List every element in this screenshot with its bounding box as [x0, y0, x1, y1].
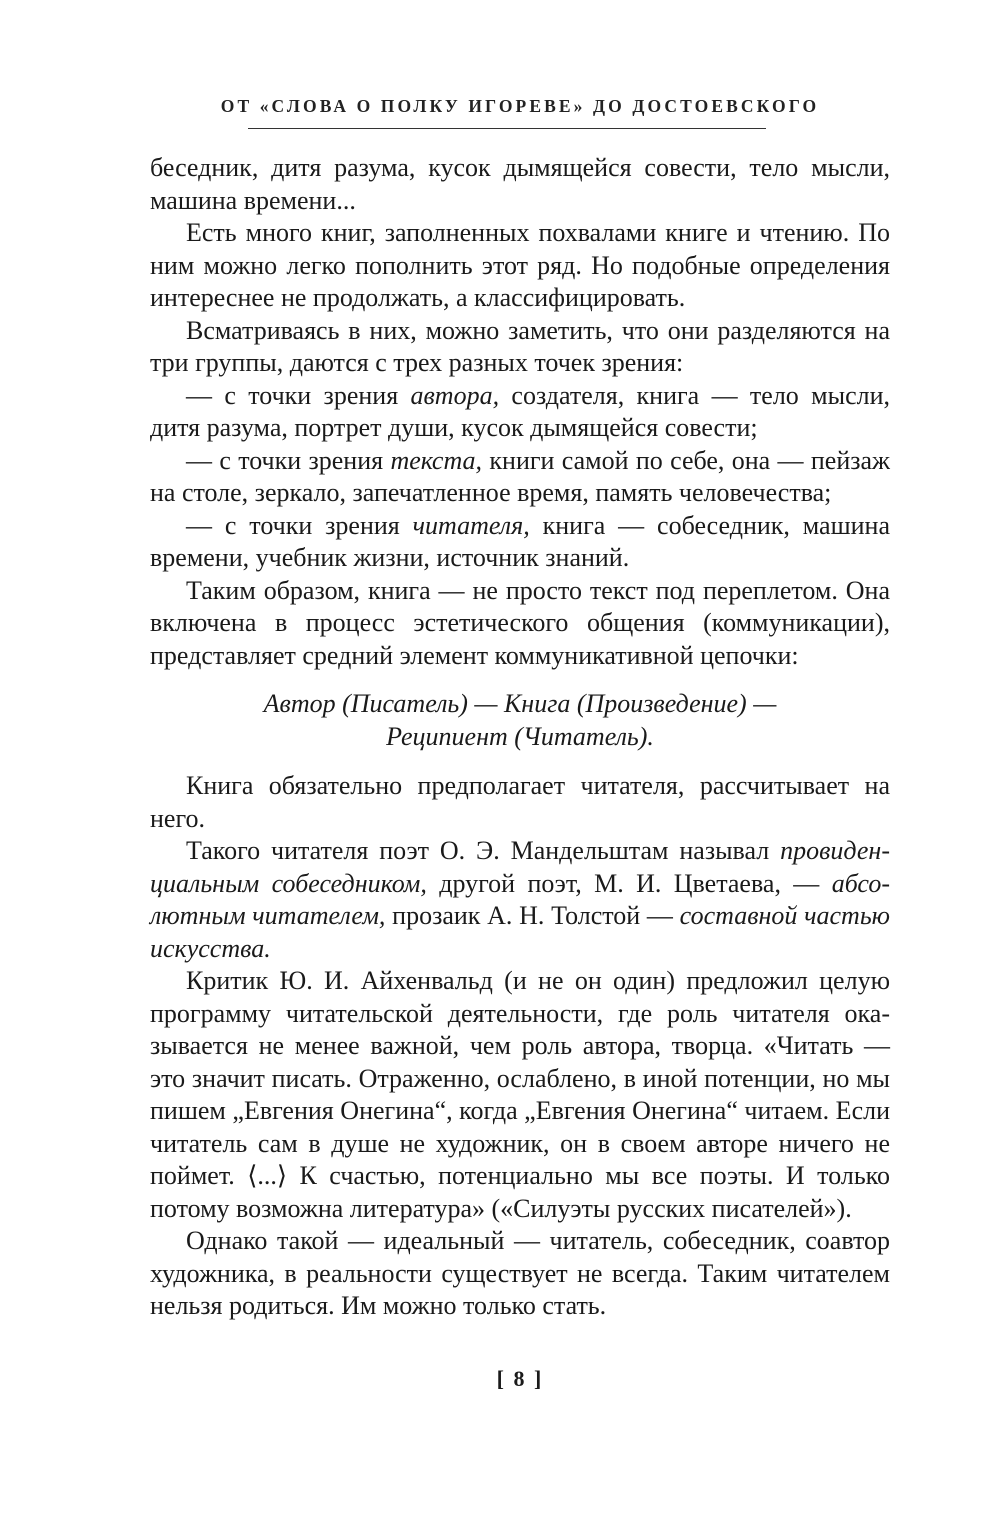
book-page	[150, 0, 890, 1518]
scheme-line-2: Реципиент (Читатель).	[386, 721, 654, 751]
paragraph-5-emphasis: текста,	[390, 445, 483, 475]
scheme-line-1: Автор (Писатель) — Книга (Произведение) —	[263, 689, 777, 718]
paragraph-9-text-a: Такого читателя поэт О. Э. Мандельштам называл	[186, 836, 781, 865]
paragraph-9	[150, 835, 890, 965]
paragraph-5-text-a: — с точки зрения	[186, 445, 391, 475]
header-rule	[248, 128, 766, 129]
paragraph-7: Таким образом, книга — не просто текст под переплетом. Она включена в процесс эстетического общения (коммуникации), представляет средний элемент коммуникативной цепочки:	[150, 575, 890, 670]
paragraph-6-text-a: — с точки зрения	[186, 510, 413, 540]
paragraph-9-emphasis-3: составной частью искусства.	[150, 901, 890, 963]
paragraph-4-emphasis: автора,	[410, 380, 500, 410]
paragraph-1: беседник, дитя разума, кусок дымящейся совести, тело мысли, машина времени...	[150, 153, 890, 215]
paragraph-8: Книга обязательно предполагает читателя, рассчитывает на него.	[150, 771, 890, 833]
body-text	[150, 152, 890, 1323]
paragraph-10: Критик Ю. И. Айхенвальд (и не он один) предложил целую программу читательской деятельности, где роль читателя оказывается не менее важной, чем роль автора, творца. «Читать — это значит писать. Отраженно, ослаблено, в иной потенции, но мы пишем „Евгения Онегина“, когда „Евгения Онегина“ читаем. Если читатель сам в душе не художник, он в своем авторе ничего не поймет. ⟨...⟩ К счастью, потенциально мы все поэты. И только потому возможна литература» («Силуэты русских писателей»).	[150, 966, 890, 1223]
paragraph-4-text-a: — с точки зрения	[186, 380, 411, 410]
paragraph-9-text-c: прозаик А. Н. Толстой —	[385, 901, 680, 930]
running-head: ОТ «СЛОВА О ПОЛКУ ИГОРЕВЕ» ДО ДОСТОЕВСКОГО	[220, 96, 820, 116]
paragraph-6	[150, 510, 890, 575]
paragraph-6-text-b: книга — собеседник, машина времени, учебник жизни, источник знаний.	[150, 510, 890, 572]
page-number: [ 8 ]	[496, 1366, 544, 1391]
paragraph-11: Однако такой — идеальный — читатель, собеседник, соавтор художника, в реальности существует не всегда. Таким читателем нельзя родиться. Им можно только стать.	[150, 1226, 890, 1320]
paragraph-3: Всматриваясь в них, можно заметить, что они разделяются на три группы, даются с трех разных точек зрения:	[150, 315, 890, 377]
paragraph-5-text-b: книги самой по себе, она — пейзаж на столе, зеркало, запечатленное время, память человечества;	[150, 445, 891, 507]
paragraph-9-emphasis-2: абсолютным читателем,	[150, 868, 890, 930]
paragraph-2: Есть много книг, заполненных похвалами книге и чтению. По ним можно легко пополнить этот ряд. Но подобные определения интереснее не продолжать, а классифицировать.	[150, 218, 890, 312]
communication-scheme	[150, 688, 890, 753]
paragraph-9-text-b: другой поэт, М. И. Цветаева, —	[426, 868, 832, 898]
paragraph-5	[150, 445, 890, 510]
paragraph-6-emphasis: читателя,	[412, 510, 530, 540]
paragraph-4-text-b: создателя, книга — тело мысли, дитя разума, портрет души, кусок дымящейся совести;	[150, 380, 890, 442]
paragraph-9-emphasis-1: провиденциальным собеседником,	[150, 836, 890, 898]
paragraph-4	[150, 380, 890, 445]
